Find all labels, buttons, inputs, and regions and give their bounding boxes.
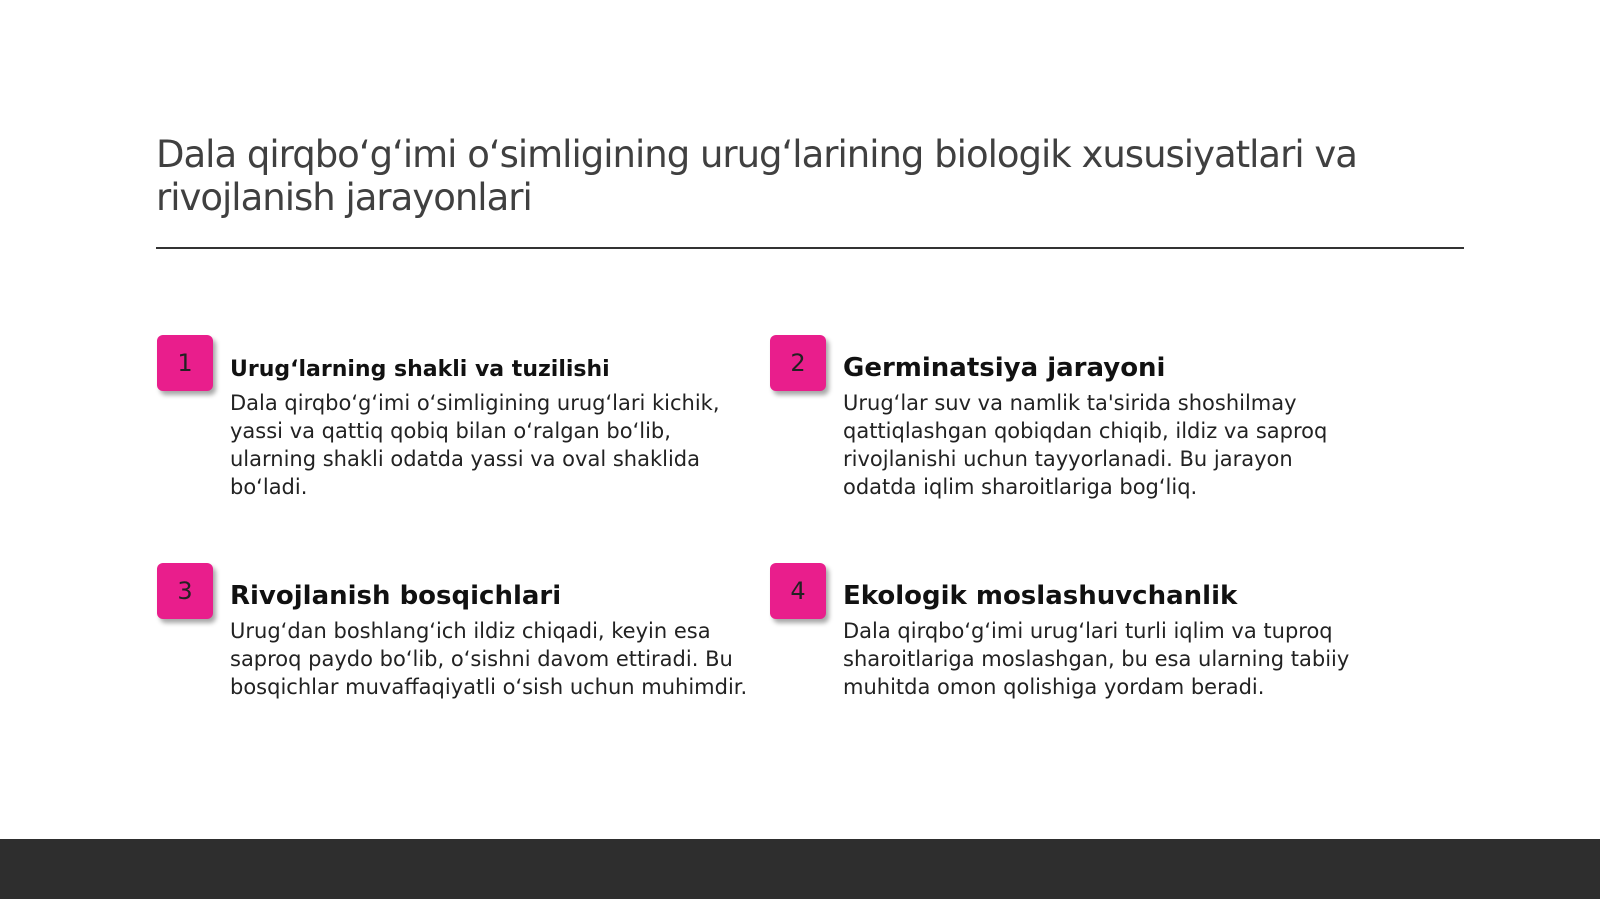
number-badge-3: 3 [157,563,213,619]
slide-title: Dala qirqbo‘g‘imi o‘simligining urug‘larining biologik xususiyatlari va rivojlanish jarayonlari [156,133,1357,219]
item-title-3: Rivojlanish bosqichlari [230,581,562,611]
number-badge-4: 4 [770,563,826,619]
item-text-4: Dala qirqbo‘g‘imi urug‘lari turli iqlim va tuproq sharoitlariga moslashgan, bu esa ularning tabiiy muhitda omon qolishiga yordam beradi. [843,619,1350,699]
number-badge-2: 2 [770,335,826,391]
footer-bar [0,839,1600,899]
title-divider [156,247,1464,249]
item-title-1: Urug‘larning shakli va tuzilishi [230,357,610,382]
item-title-2: Germinatsiya jarayoni [843,353,1166,383]
item-text-2: Urug‘lar suv va namlik ta'sirida shoshilmay qattiqlashgan qobiqdan chiqib, ildiz va saproq rivojlanishi uchun tayyorlanadi. Bu jarayon odatda iqlim sharoitlariga bog‘liq. [843,391,1328,499]
item-text-1: Dala qirqbo‘g‘imi o‘simligining urug‘lari kichik, yassi va qattiq qobiq bilan o‘ralgan bo‘lib, ularning shakli odatda yassi va oval shaklida bo‘ladi. [230,391,720,499]
number-badge-1: 1 [157,335,213,391]
item-text-3: Urug‘dan boshlang‘ich ildiz chiqadi, keyin esa saproq paydo bo‘lib, o‘sishni davom ettiradi. Bu bosqichlar muvaffaqiyatli o‘sish uchun muhimdir. [230,619,748,699]
item-title-4: Ekologik moslashuvchanlik [843,581,1238,611]
